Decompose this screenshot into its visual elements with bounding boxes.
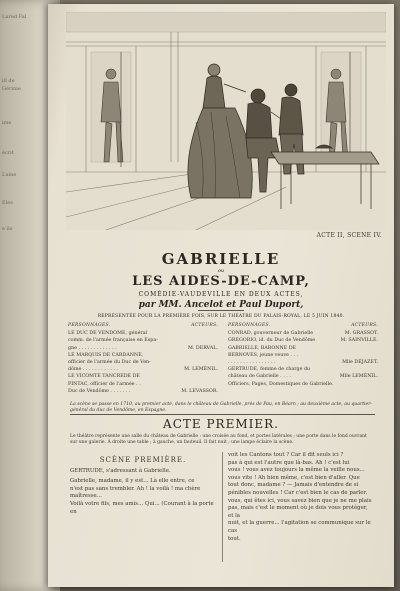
left-page-fragment: e ils [2,226,13,232]
dialogue-line: tout. [228,535,241,542]
play-genre: COMÉDIE-VAUDEVILLE EN DEUX ACTES, [138,291,304,298]
cast-row: LE DUC DE VENDÔME, général [68,331,148,337]
cast-row: . . . . . . . . . . . . . . . . Mlle DÉJAZET. [228,360,378,366]
dialogue-line: tout donc, madame ? — Jamais d'entendre de si [228,482,359,489]
dialogue-line: pénibles nouvelles ! Car c'est bien le cas de parler. [228,489,368,496]
cast-list-left [68,322,218,395]
dialogue-line: voit les Cantons tout ? Car il dit seuls ici ? [228,452,344,458]
title-divider [198,310,244,311]
cast-row: officier de l'armée du Duc de Ven- [68,360,151,366]
left-page-fragment: Eles [2,200,13,206]
cast-row: comm. de l'armée française en Espa- [68,338,158,344]
play-subtitle: LES AIDES-DE-CAMP, [132,274,310,289]
cast-header [228,322,378,329]
cast-row: CONRAD, gouverneur de Gabrielle M. GRASSOT. [228,331,378,337]
cast-row: Duc de Vendôme . . . . . . . M. LEVASSOR. [68,388,218,394]
cast-row: GERTRUDE, femme de charge du [228,367,311,373]
play-authors: par MM. Ancelot et Paul Duport, [138,300,304,310]
left-page-fragment: Gérinie [2,86,21,92]
dialogue-line: vous ! vous avez toujours la même la veille nous... [228,467,365,474]
cast-row: Officiers, Pages, Domestiques de Gabrielle. [228,381,334,387]
scene-heading: SCÈNE PREMIÈRE. [99,456,187,464]
engraving-illustration [66,12,386,230]
cast-header-role: PERSONNAGES. [68,323,111,328]
premiere-notice: REPRÉSENTÉE POUR LA PREMIÈRE FOIS, SUR LE THÉATRE DU PALAIS-ROYAL, LE 5 JUIN 1840. [97,314,345,319]
document-page [48,4,394,587]
section-divider [70,414,375,415]
cast-row: GABRIELLE, BARONNE DE [228,345,297,351]
cast-row: dôme . . . . . . . . . . . . M. LEMÉNIL. [68,367,218,373]
cast-row: LE VICOMTE TANCRÈDE DE [68,374,140,380]
speaker-line: GERTRUDE, s'adressant à Gabrielle. [70,467,171,474]
left-page-fragment: ill de [2,78,15,84]
cast-header-role: PERSONNAGES. [228,323,271,328]
dialogue-line: vous, qui êtes ici, vous savez bien que je ne me plais [228,497,372,504]
dialogue-line: Gabrielle, madame, il y est... Là elle entre, ce [70,478,195,485]
text-column-left [70,452,216,516]
play-title: GABRIELLE [161,250,281,268]
dialogue-line: vous vite ! Ah bien même, c'est bien d'aller. Que [228,474,360,481]
column-divider [222,452,223,562]
left-page-fragment: Luine [2,172,17,178]
dialogue-line: nuit, et la guerre... l'agitation se communique sur le cas [228,520,371,534]
cast-row: BERNOVES, jeune veuve . . . [228,352,299,358]
cast-header [68,322,218,329]
cast-header-actor: ACTEURS. [351,323,378,328]
left-page-fragment: écrit [2,150,14,156]
text-column-right [228,452,374,543]
left-page-fragment: Lured Fal [2,14,27,20]
cast-row: château de Gabrielle . . . . Mlle LEMÉNIL. [228,374,378,380]
cast-row: GRÉGORIO, id. du Duc de Vendôme M. SAINVILLE. [228,338,378,344]
dialogue-line: Voilà votre fils, mes amis... Qui... (Courant à la porte en [70,500,214,515]
act-heading: ACTE PREMIER. [163,417,279,431]
illustration-caption: ACTE II, SCENE IV. [316,232,382,239]
cast-header-actor: ACTEURS. [191,323,218,328]
dialogue-line: pas, mais c'est le moment où je dois vous protéger, et la [228,505,368,519]
title-connector: ou [217,268,225,274]
cast-row: LE MARQUIS DE CARDANNE, [68,352,144,358]
left-page-fragment: ime [2,120,12,126]
cast-list-right [228,322,378,388]
cast-row: PINTAC, officier de l'armée . . [68,381,141,387]
cast-row: gne . . . . . . . . . . . . . M. DERVAL. [68,345,218,351]
stage-direction: Le théâtre représente une salle du château de Gabrielle : une croisée au fond, et portes latérales ; une porte dans le fond ouvrant sur une galerie. À droite une table ; à gauche, un fauteuil. Il fait nuit ; une lampe éclaire la scène. [70,434,367,445]
dialogue-line: n'est pas sans trembler. Ah ! la voilà ! ma chère maîtresse... [70,485,201,500]
setting-note: La scène se passe en 1710, au premier acte, dans le château de Gabrielle, près de Pau, en Béarn ; au deuxième acte, au quartier-général du duc de Vendôme, en Espagne. [70,402,372,413]
dialogue-line: pas à qui est l'autre que là-bas. Ah ! c'est lui [228,459,350,466]
